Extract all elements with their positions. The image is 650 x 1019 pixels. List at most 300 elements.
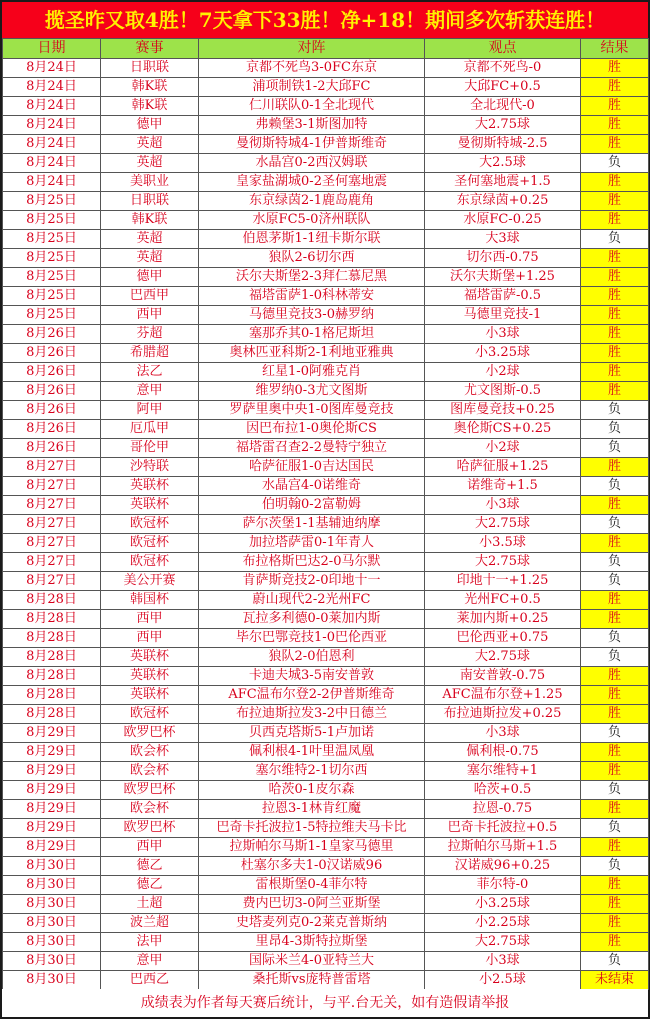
row-league: 英联杯 [101, 477, 199, 496]
row-result: 负 [581, 724, 649, 743]
row-result: 胜 [581, 458, 649, 477]
row-match: 东京绿茵2-1鹿岛鹿角 [199, 192, 425, 211]
row-date: 8月26日 [3, 363, 101, 382]
row-view: 拉恩-0.75 [425, 800, 581, 819]
row-view: 福塔雷萨-0.5 [425, 287, 581, 306]
table-row [3, 876, 649, 895]
table-row [3, 496, 649, 515]
row-match: 福塔雷萨1-0科林蒂安 [199, 287, 425, 306]
row-date: 8月24日 [3, 116, 101, 135]
table-row [3, 819, 649, 838]
row-match: 雷根斯堡0-4菲尔特 [199, 876, 425, 895]
row-view: 菲尔特-0 [425, 876, 581, 895]
row-result: 负 [581, 781, 649, 800]
row-match: AFC温布尔登2-2伊普斯维奇 [199, 686, 425, 705]
row-result: 胜 [581, 173, 649, 192]
table-row [3, 762, 649, 781]
table-row [3, 249, 649, 268]
row-view: 巴伦西亚+0.75 [425, 629, 581, 648]
row-date: 8月25日 [3, 268, 101, 287]
row-view: 圣何塞地震+1.5 [425, 173, 581, 192]
row-view: 小2.25球 [425, 914, 581, 933]
row-league: 德乙 [101, 876, 199, 895]
row-result: 负 [581, 439, 649, 458]
table-row [3, 724, 649, 743]
row-view: 图库曼竞技+0.25 [425, 401, 581, 420]
row-date: 8月24日 [3, 154, 101, 173]
row-match: 伯明翰0-2富勒姆 [199, 496, 425, 515]
row-view: 小2球 [425, 363, 581, 382]
row-match: 佩利根4-1叶里温凤凰 [199, 743, 425, 762]
row-view: 尤文图斯-0.5 [425, 382, 581, 401]
row-league: 意甲 [101, 952, 199, 971]
row-view: 哈萨征服+1.25 [425, 458, 581, 477]
row-league: 土超 [101, 895, 199, 914]
row-match: 奥林匹亚科斯2-1利地亚雅典 [199, 344, 425, 363]
row-match: 维罗纳0-3尤文图斯 [199, 382, 425, 401]
row-view: 切尔西-0.75 [425, 249, 581, 268]
table-row [3, 553, 649, 572]
row-view: 沃尔夫斯堡+1.25 [425, 268, 581, 287]
table-row [3, 306, 649, 325]
row-view: 光州FC+0.5 [425, 591, 581, 610]
row-view: 大2.75球 [425, 553, 581, 572]
table-row [3, 268, 649, 287]
row-league: 欧冠杯 [101, 515, 199, 534]
table-row [3, 230, 649, 249]
table-row [3, 914, 649, 933]
row-match: 马德里竞技3-0赫罗纳 [199, 306, 425, 325]
row-view: 大2.75球 [425, 116, 581, 135]
row-league: 法甲 [101, 933, 199, 952]
row-view: 小3球 [425, 496, 581, 515]
row-date: 8月25日 [3, 249, 101, 268]
row-view: 东京绿茵+0.25 [425, 192, 581, 211]
table-row [3, 534, 649, 553]
row-match: 狼队2-6切尔西 [199, 249, 425, 268]
row-view: 京都不死鸟-0 [425, 59, 581, 78]
row-result: 胜 [581, 667, 649, 686]
row-date: 8月25日 [3, 306, 101, 325]
row-date: 8月28日 [3, 629, 101, 648]
row-result: 胜 [581, 800, 649, 819]
row-result: 胜 [581, 914, 649, 933]
row-league: 欧会杯 [101, 800, 199, 819]
row-view: 小3.25球 [425, 895, 581, 914]
row-result: 胜 [581, 895, 649, 914]
row-date: 8月27日 [3, 496, 101, 515]
row-date: 8月30日 [3, 952, 101, 971]
row-match: 加拉塔萨雷0-1年青人 [199, 534, 425, 553]
row-league: 韩K联 [101, 78, 199, 97]
row-result: 未结束 [581, 971, 649, 990]
header-view: 观点 [425, 39, 581, 59]
row-date: 8月29日 [3, 781, 101, 800]
table-row [3, 857, 649, 876]
row-match: 水晶宫0-2西汉姆联 [199, 154, 425, 173]
row-view: 小3.5球 [425, 534, 581, 553]
table-row [3, 211, 649, 230]
row-result: 胜 [581, 496, 649, 515]
row-result: 胜 [581, 97, 649, 116]
row-view: 奥伦斯CS+0.25 [425, 420, 581, 439]
row-match: 肯萨斯竞技2-0印地十一 [199, 572, 425, 591]
row-result: 负 [581, 629, 649, 648]
row-match: 费内巴切3-0阿兰亚斯堡 [199, 895, 425, 914]
row-result: 负 [581, 515, 649, 534]
row-league: 欧冠杯 [101, 705, 199, 724]
table-row [3, 971, 649, 990]
row-view: 水原FC-0.25 [425, 211, 581, 230]
row-date: 8月29日 [3, 743, 101, 762]
row-league: 日职联 [101, 192, 199, 211]
row-view: 大3球 [425, 230, 581, 249]
row-match: 福塔雷召查2-2曼特宁独立 [199, 439, 425, 458]
row-match: 因巴布拉1-0奥伦斯CS [199, 420, 425, 439]
row-result: 胜 [581, 135, 649, 154]
row-league: 希腊超 [101, 344, 199, 363]
row-result: 负 [581, 553, 649, 572]
row-view: 大2.75球 [425, 648, 581, 667]
row-date: 8月24日 [3, 135, 101, 154]
row-league: 法乙 [101, 363, 199, 382]
row-date: 8月28日 [3, 591, 101, 610]
row-league: 巴西乙 [101, 971, 199, 990]
row-view: 大2.5球 [425, 154, 581, 173]
row-league: 哥伦甲 [101, 439, 199, 458]
row-match: 卡迪夫城3-5南安普敦 [199, 667, 425, 686]
row-view: 小3.25球 [425, 344, 581, 363]
row-league: 西甲 [101, 629, 199, 648]
row-date: 8月30日 [3, 914, 101, 933]
table-row [3, 154, 649, 173]
header-result: 结果 [581, 39, 649, 59]
row-match: 布拉格斯巴达2-0马尔默 [199, 553, 425, 572]
row-league: 西甲 [101, 306, 199, 325]
row-match: 罗萨里奥中央1-0图库曼竞技 [199, 401, 425, 420]
row-view: AFC温布尔登+1.25 [425, 686, 581, 705]
table-row [3, 591, 649, 610]
row-league: 英联杯 [101, 648, 199, 667]
row-result: 负 [581, 401, 649, 420]
table-row [3, 800, 649, 819]
row-view: 南安普敦-0.75 [425, 667, 581, 686]
row-date: 8月25日 [3, 230, 101, 249]
row-date: 8月29日 [3, 800, 101, 819]
footer-note: 成绩表为作者每天赛后统计，与平.台无关，如有造假请举报 [2, 989, 648, 1017]
row-view: 拉斯帕尔马斯+1.5 [425, 838, 581, 857]
row-date: 8月30日 [3, 971, 101, 990]
row-result: 胜 [581, 705, 649, 724]
row-view: 小3球 [425, 724, 581, 743]
row-league: 阿甲 [101, 401, 199, 420]
row-result: 胜 [581, 762, 649, 781]
row-result: 胜 [581, 876, 649, 895]
row-match: 巴奇卡托波拉1-5特拉维夫马卡比 [199, 819, 425, 838]
row-league: 英超 [101, 249, 199, 268]
row-league: 波兰超 [101, 914, 199, 933]
row-date: 8月26日 [3, 439, 101, 458]
row-league: 欧罗巴杯 [101, 781, 199, 800]
table-row [3, 97, 649, 116]
row-match: 皇家盐湖城0-2圣何塞地震 [199, 173, 425, 192]
table-row [3, 135, 649, 154]
row-league: 欧冠杯 [101, 553, 199, 572]
row-league: 美公开赛 [101, 572, 199, 591]
row-view: 小3球 [425, 952, 581, 971]
row-date: 8月28日 [3, 686, 101, 705]
row-match: 布拉迪斯拉发3-2中日德兰 [199, 705, 425, 724]
row-league: 欧冠杯 [101, 534, 199, 553]
row-result: 胜 [581, 534, 649, 553]
row-result: 胜 [581, 211, 649, 230]
row-match: 贝西克塔斯5-1卢加诺 [199, 724, 425, 743]
row-match: 杜塞尔多夫1-0汉诺威96 [199, 857, 425, 876]
row-result: 胜 [581, 591, 649, 610]
row-date: 8月28日 [3, 610, 101, 629]
row-league: 德甲 [101, 116, 199, 135]
table-row [3, 439, 649, 458]
row-match: 塞那乔其0-1格尼斯坦 [199, 325, 425, 344]
row-result: 负 [581, 230, 649, 249]
row-date: 8月29日 [3, 819, 101, 838]
row-date: 8月29日 [3, 724, 101, 743]
row-date: 8月25日 [3, 287, 101, 306]
table-row [3, 952, 649, 971]
row-match: 水原FC5-0济州联队 [199, 211, 425, 230]
row-view: 印地十一+1.25 [425, 572, 581, 591]
row-view: 大2.75球 [425, 933, 581, 952]
table-row [3, 192, 649, 211]
row-match: 萨尔茨堡1-1基辅迪纳摩 [199, 515, 425, 534]
table-header-row [3, 39, 649, 59]
row-league: 英超 [101, 135, 199, 154]
table-row [3, 610, 649, 629]
row-result: 负 [581, 154, 649, 173]
row-date: 8月26日 [3, 420, 101, 439]
row-league: 西甲 [101, 838, 199, 857]
row-date: 8月24日 [3, 59, 101, 78]
table-row [3, 667, 649, 686]
row-match: 拉斯帕尔马斯1-1皇家马德里 [199, 838, 425, 857]
row-view: 塞尔维特+1 [425, 762, 581, 781]
row-league: 英联杯 [101, 667, 199, 686]
row-date: 8月29日 [3, 838, 101, 857]
row-result: 胜 [581, 933, 649, 952]
row-view: 小3球 [425, 325, 581, 344]
row-date: 8月30日 [3, 876, 101, 895]
table-row [3, 648, 649, 667]
table-row [3, 838, 649, 857]
row-league: 厄瓜甲 [101, 420, 199, 439]
row-league: 西甲 [101, 610, 199, 629]
row-date: 8月25日 [3, 192, 101, 211]
row-result: 胜 [581, 743, 649, 762]
row-league: 英超 [101, 230, 199, 249]
row-league: 英联杯 [101, 686, 199, 705]
header-match: 对阵 [199, 39, 425, 59]
row-league: 欧会杯 [101, 762, 199, 781]
table-row [3, 705, 649, 724]
row-result: 胜 [581, 59, 649, 78]
row-league: 沙特联 [101, 458, 199, 477]
table-row [3, 287, 649, 306]
table-row [3, 781, 649, 800]
row-view: 大邱FC+0.5 [425, 78, 581, 97]
row-view: 小2.5球 [425, 971, 581, 990]
row-date: 8月28日 [3, 705, 101, 724]
row-league: 欧会杯 [101, 743, 199, 762]
row-result: 负 [581, 952, 649, 971]
row-match: 伯恩茅斯1-1纽卡斯尔联 [199, 230, 425, 249]
row-result: 胜 [581, 382, 649, 401]
table-row [3, 344, 649, 363]
header-date: 日期 [3, 39, 101, 59]
table-row [3, 401, 649, 420]
row-result: 胜 [581, 686, 649, 705]
row-result: 胜 [581, 249, 649, 268]
row-match: 浦项制铁1-2大邱FC [199, 78, 425, 97]
row-view: 巴奇卡托波拉+0.5 [425, 819, 581, 838]
row-league: 日职联 [101, 59, 199, 78]
row-league: 韩K联 [101, 211, 199, 230]
row-result: 胜 [581, 116, 649, 135]
row-match: 仁川联队0-1全北现代 [199, 97, 425, 116]
table-body [3, 59, 649, 990]
row-league: 芬超 [101, 325, 199, 344]
row-league: 德甲 [101, 268, 199, 287]
row-league: 欧罗巴杯 [101, 724, 199, 743]
row-date: 8月30日 [3, 857, 101, 876]
row-match: 沃尔夫斯堡2-3拜仁慕尼黑 [199, 268, 425, 287]
row-date: 8月29日 [3, 762, 101, 781]
row-result: 胜 [581, 78, 649, 97]
row-match: 里昂4-3斯特拉斯堡 [199, 933, 425, 952]
row-result: 负 [581, 420, 649, 439]
row-result: 负 [581, 477, 649, 496]
row-result: 负 [581, 857, 649, 876]
row-result: 胜 [581, 363, 649, 382]
row-view: 莱加内斯+0.25 [425, 610, 581, 629]
row-league: 韩国杯 [101, 591, 199, 610]
row-view: 布拉迪斯拉发+0.25 [425, 705, 581, 724]
row-match: 国际米兰4-0亚特兰大 [199, 952, 425, 971]
row-result: 胜 [581, 610, 649, 629]
row-date: 8月27日 [3, 515, 101, 534]
row-league: 英超 [101, 154, 199, 173]
row-match: 哈萨征服1-0吉达国民 [199, 458, 425, 477]
row-view: 曼彻斯特城-2.5 [425, 135, 581, 154]
row-view: 佩利根-0.75 [425, 743, 581, 762]
row-view: 马德里竞技-1 [425, 306, 581, 325]
table-row [3, 363, 649, 382]
row-match: 曼彻斯特城4-1伊普斯维奇 [199, 135, 425, 154]
table-row [3, 933, 649, 952]
row-date: 8月26日 [3, 325, 101, 344]
row-view: 汉诺威96+0.25 [425, 857, 581, 876]
row-date: 8月24日 [3, 173, 101, 192]
row-date: 8月26日 [3, 344, 101, 363]
row-result: 负 [581, 819, 649, 838]
row-view: 大2.75球 [425, 515, 581, 534]
row-date: 8月30日 [3, 895, 101, 914]
row-view: 全北现代-0 [425, 97, 581, 116]
row-match: 哈茨0-1皮尔森 [199, 781, 425, 800]
row-date: 8月27日 [3, 534, 101, 553]
row-match: 史塔麦列克0-2莱克普斯纳 [199, 914, 425, 933]
row-date: 8月26日 [3, 382, 101, 401]
table-row [3, 116, 649, 135]
table-row [3, 382, 649, 401]
row-league: 巴西甲 [101, 287, 199, 306]
row-result: 胜 [581, 287, 649, 306]
banner-title: 揽圣昨又取4胜！7天拿下33胜！净+18！期间多次斩获连胜！ [2, 2, 648, 38]
row-result: 负 [581, 572, 649, 591]
row-match: 京都不死鸟3-0FC东京 [199, 59, 425, 78]
results-table [2, 38, 649, 990]
row-match: 水晶宫4-0诺维奇 [199, 477, 425, 496]
table-row [3, 629, 649, 648]
row-result: 胜 [581, 838, 649, 857]
row-match: 弗赖堡3-1斯图加特 [199, 116, 425, 135]
row-date: 8月26日 [3, 401, 101, 420]
row-view: 哈茨+0.5 [425, 781, 581, 800]
row-date: 8月24日 [3, 97, 101, 116]
row-result: 胜 [581, 344, 649, 363]
table-row [3, 173, 649, 192]
table-row [3, 420, 649, 439]
row-date: 8月27日 [3, 477, 101, 496]
row-league: 欧罗巴杯 [101, 819, 199, 838]
table-row [3, 515, 649, 534]
row-result: 负 [581, 648, 649, 667]
table-row [3, 895, 649, 914]
row-result: 胜 [581, 325, 649, 344]
row-result: 胜 [581, 268, 649, 287]
row-date: 8月27日 [3, 572, 101, 591]
row-match: 狼队2-0伯恩利 [199, 648, 425, 667]
row-date: 8月28日 [3, 667, 101, 686]
table-row [3, 59, 649, 78]
row-match: 毕尔巴鄂竞技1-0巴伦西亚 [199, 629, 425, 648]
row-match: 拉恩3-1林肯红魔 [199, 800, 425, 819]
row-league: 德乙 [101, 857, 199, 876]
row-date: 8月27日 [3, 553, 101, 572]
row-result: 胜 [581, 306, 649, 325]
row-view: 诺维奇+1.5 [425, 477, 581, 496]
row-match: 瓦拉多利德0-0莱加内斯 [199, 610, 425, 629]
row-league: 韩K联 [101, 97, 199, 116]
row-league: 英联杯 [101, 496, 199, 515]
table-row [3, 572, 649, 591]
row-date: 8月25日 [3, 211, 101, 230]
table-row [3, 686, 649, 705]
table-row [3, 458, 649, 477]
row-match: 塞尔维特2-1切尔西 [199, 762, 425, 781]
table-row [3, 477, 649, 496]
table-row [3, 743, 649, 762]
row-result: 胜 [581, 192, 649, 211]
row-date: 8月28日 [3, 648, 101, 667]
table-row [3, 78, 649, 97]
row-match: 红星1-0阿雅克肖 [199, 363, 425, 382]
row-match: 桑托斯vs庞特普雷塔 [199, 971, 425, 990]
row-league: 美职业 [101, 173, 199, 192]
row-league: 意甲 [101, 382, 199, 401]
table-row [3, 325, 649, 344]
row-view: 小2球 [425, 439, 581, 458]
row-date: 8月27日 [3, 458, 101, 477]
